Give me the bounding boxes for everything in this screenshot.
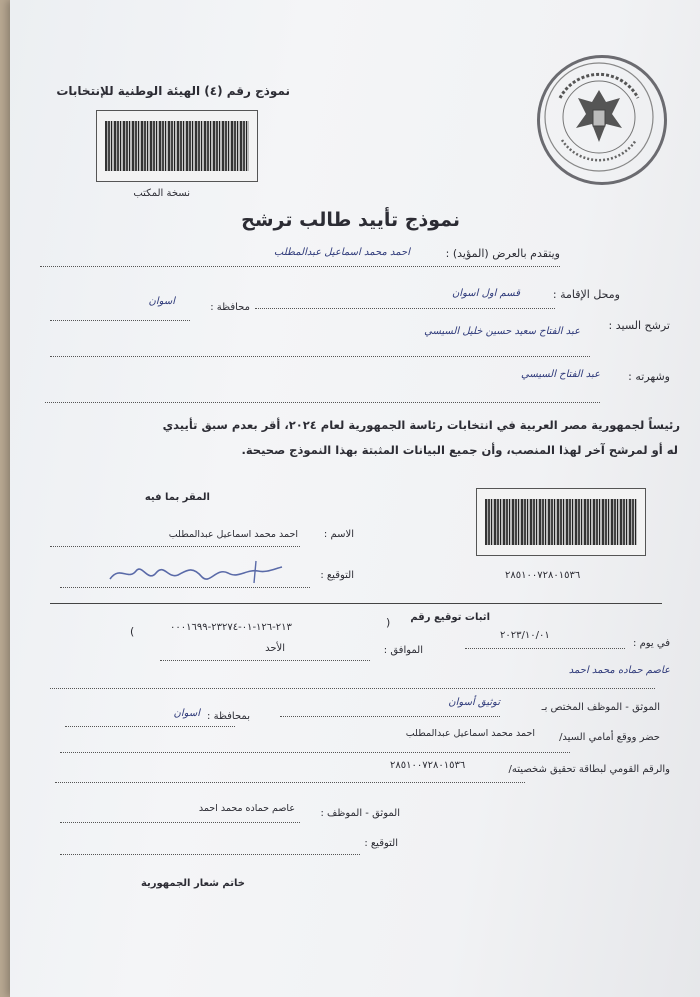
person-value: عاصم حماده محمد احمد: [568, 665, 670, 676]
signed-label: حضر ووقع أمامي السيد/: [559, 732, 660, 743]
candidate-label: ترشح السيد :: [608, 319, 670, 332]
known-as-value: عبد الفتاح السيسي: [520, 369, 600, 380]
candidate-value: عبد الفتاح سعيد حسين خليل السيسي: [424, 326, 580, 337]
section-divider: [50, 603, 662, 604]
name-line: [50, 546, 300, 547]
form-title: نموذج تأييد طالب ترشح: [241, 209, 460, 231]
name-value: احمد محمد اسماعيل عبدالمطلب: [168, 529, 298, 540]
eagle-emblem-icon: [540, 58, 658, 176]
gov-line: [65, 726, 235, 727]
weekday-label: الموافق :: [383, 645, 423, 656]
office-value: توثيق أسوان: [448, 697, 500, 708]
national-id-value: ٢٨٥١٠٠٧٢٨٠١٥٣٦: [390, 760, 466, 771]
election-authority-seal: [537, 55, 667, 185]
governorate-value: اسوان: [148, 296, 175, 307]
name-label: الاسم :: [323, 529, 354, 540]
declarant-id: ٢٨٥١٠٠٧٢٨٠١٥٣٦: [505, 570, 581, 581]
signature-line: [60, 587, 310, 588]
date-value: ٢٠٢٣/١٠/٠١: [500, 630, 550, 641]
notary-value: عاصم حماده محمد احمد: [198, 803, 295, 814]
declarant-heading: المقر بما فيه: [144, 492, 210, 503]
record-number: ٢١٣-١٢٦-٠١-٢٣٢٧٤-٠٠٠١٦٩٩: [170, 622, 292, 633]
record-label: اثبات توقيع رقم: [410, 612, 490, 623]
known-as-label: وشهرته :: [628, 370, 670, 383]
supporter-value: احمد محمد اسماعيل عبدالمطلب: [273, 247, 410, 258]
residence-label: ومحل الإقامة :: [552, 288, 620, 301]
office-label: الموثق - الموظف المختص بـ: [541, 702, 660, 713]
office-line: [280, 716, 500, 717]
weekday-value: الأحد: [265, 643, 285, 654]
notary-signature-line: [60, 854, 360, 855]
declaration-line-1: رئيساً لجمهورية مصر العربية في انتخابات رئاسة الجمهورية لعام ٢٠٢٤، أقر بعدم سبق تأييدي: [162, 418, 680, 432]
day-label: في يوم :: [633, 638, 670, 649]
known-as-line: [45, 402, 600, 403]
record-close-paren: ): [130, 625, 135, 638]
supporter-line: [40, 266, 560, 267]
barcode-top: [96, 110, 258, 182]
date-line: [465, 648, 625, 649]
national-id-label: والرقم القومي لبطاقة تحقيق شخصيته/: [508, 764, 670, 775]
candidate-line: [50, 356, 590, 357]
residence-line: [255, 308, 555, 309]
signed-line: [60, 752, 570, 753]
gov-value: اسوان: [173, 708, 200, 719]
governorate-line: [50, 320, 190, 321]
residence-value: قسم اول اسوان: [451, 288, 520, 299]
barcode-middle: [476, 488, 646, 556]
gov-label: بمحافظة :: [207, 711, 250, 722]
weekday-line: [160, 660, 370, 661]
signature-mark: [106, 557, 286, 587]
form-number: نموذج رقم (٤) الهيئة الوطنية للإنتخابات: [56, 84, 290, 98]
notary-line: [60, 822, 300, 823]
supporter-label: ويتقدم بالعرض (المؤيد) :: [445, 247, 560, 260]
record-open-paren: (: [386, 616, 391, 629]
national-id-line: [55, 782, 525, 783]
signed-value: احمد محمد اسماعيل عبدالمطلب: [405, 728, 535, 739]
stamp-label: خاتم شعار الجمهورية: [140, 878, 245, 889]
declaration-line-2: له أو لمرشح آخر لهذا المنصب، وأن جميع البيانات المثبتة بهذا النموذج صحيحة.: [241, 443, 678, 457]
notary-signature-label: التوقيع :: [364, 838, 398, 849]
governorate-label: محافظة :: [210, 302, 250, 313]
notary-label: الموثق - الموظف :: [320, 808, 400, 819]
person-line: [50, 688, 655, 689]
signature-label: التوقيع :: [320, 570, 354, 581]
copy-label: نسخة المكتب: [133, 188, 190, 199]
form-sheet: [10, 0, 700, 997]
